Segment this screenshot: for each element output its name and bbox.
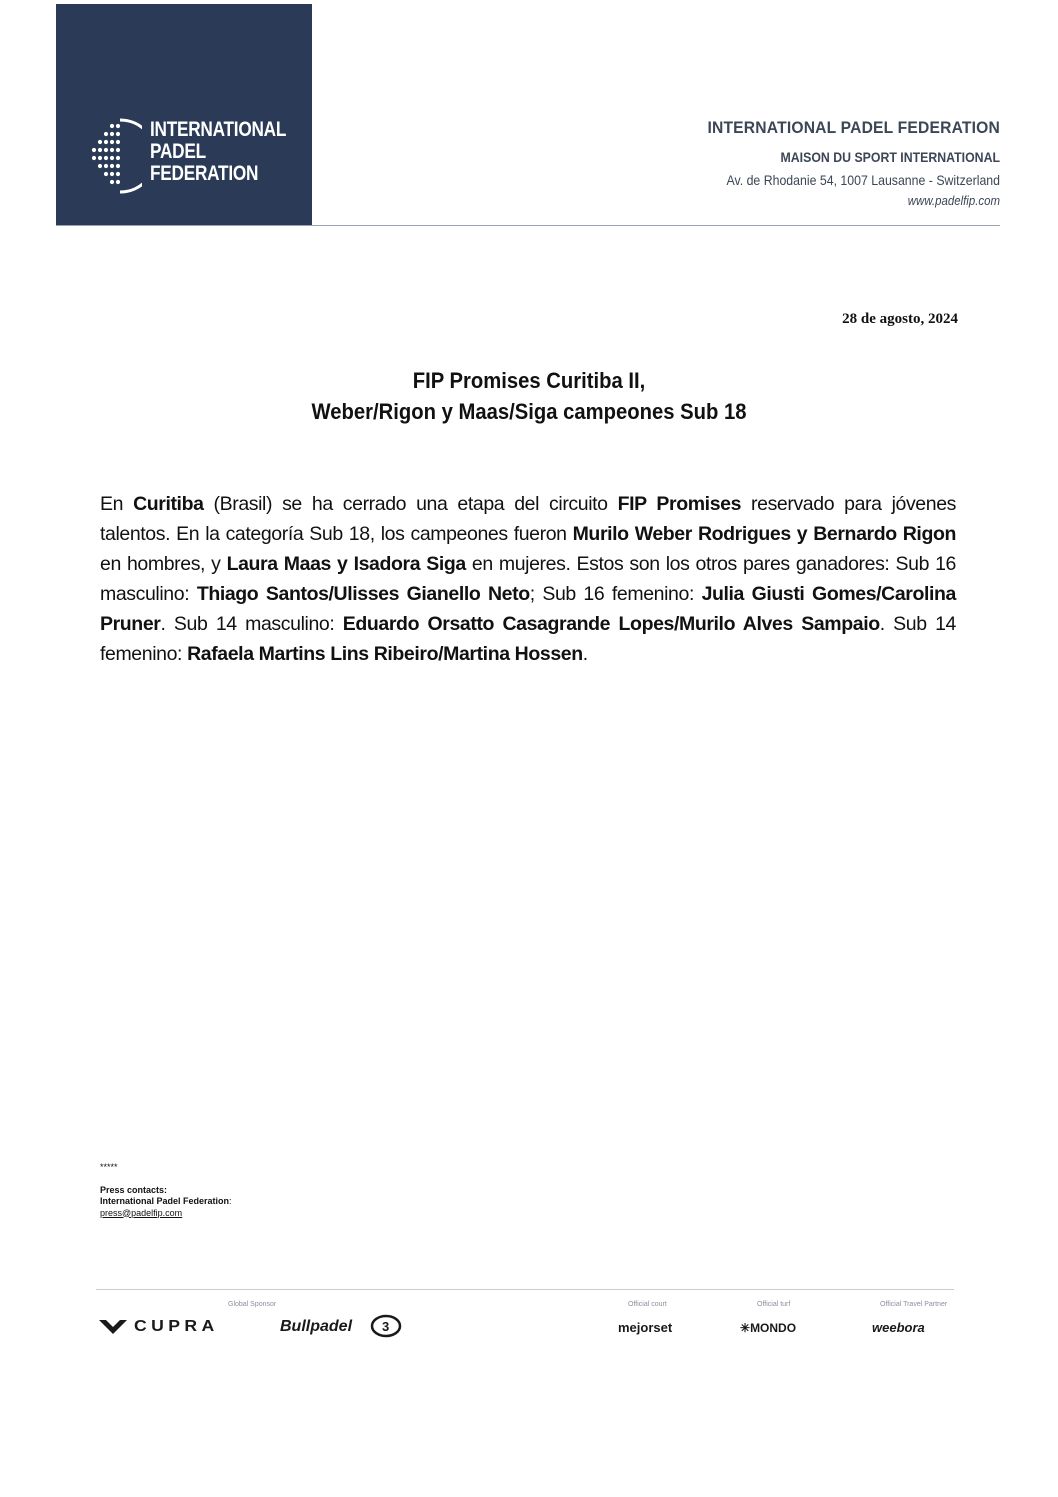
body-bold-segment: Murilo Weber Rodrigues y Bernardo Rigon	[572, 523, 956, 545]
logo-line: FEDERATION	[150, 162, 259, 185]
body-text-segment: reservado para jóvenes talentos. En la categoría Sub 18, los campeones fueron	[100, 493, 956, 545]
title-line2: Weber/Rigon y Maas/Siga campeones Sub 18	[311, 399, 747, 424]
contacts-org	[100, 1196, 232, 1208]
sponsor-mondo-label: MONDO	[750, 1321, 797, 1335]
org-website-link[interactable]: www.padelfip.com	[907, 193, 1000, 208]
org-address-line1: MAISON DU SPORT INTERNATIONAL	[780, 149, 1000, 165]
sponsor-cupra: CUPRA	[134, 1318, 219, 1335]
sponsor-mejorset: mejorset	[618, 1320, 673, 1335]
label-official-travel: Official Travel Partner	[880, 1301, 948, 1308]
body-bold-segment: Eduardo Orsatto Casagrande Lopes/Murilo Alves Sampaio	[342, 613, 880, 635]
cupra-logo-icon	[98, 1318, 128, 1336]
footer-divider	[96, 1289, 954, 1290]
sponsor-weebora: weebora	[872, 1320, 925, 1335]
title-line1: FIP Promises Curitiba II,	[412, 368, 646, 393]
body-text-segment: (Brasil) se ha cerrado una etapa del circuito	[203, 493, 618, 515]
press-email-link[interactable]: press@padelfip.com	[100, 1207, 183, 1218]
press-contacts	[100, 1162, 232, 1219]
label-global-sponsor: Global Sponsor	[228, 1301, 277, 1308]
document-title	[134, 365, 923, 427]
contacts-org-name: International Padel Federation	[100, 1196, 230, 1206]
mondo-mark-icon: ✳	[740, 1321, 751, 1335]
body-text-segment: ; Sub 16 femenino:	[529, 583, 702, 605]
logo-wordmark	[150, 119, 286, 185]
org-address-line2: Av. de Rhodanie 54, 1007 Lausanne - Switzerland	[726, 172, 1000, 188]
org-name: INTERNATIONAL PADEL FEDERATION	[707, 118, 1000, 137]
sponsor-bullpadel: Bullpadel	[280, 1318, 353, 1335]
body-text-segment: En	[100, 493, 134, 515]
body-bold-segment: Thiago Santos/Ulisses Gianello Neto	[196, 583, 530, 605]
body-text-segment: en mujeres. Estos son los otros pares ganadores: Sub 16 masculino:	[100, 553, 956, 605]
contacts-org-suffix: :	[229, 1196, 232, 1206]
label-official-court: Official court	[628, 1301, 667, 1308]
svg-text:3: 3	[382, 1319, 390, 1334]
contacts-heading: Press contacts:	[100, 1184, 168, 1195]
document-body	[100, 489, 956, 669]
logo-line: PADEL	[150, 140, 206, 163]
body-text-segment: en hombres, y	[100, 553, 227, 575]
fip-globe-logo-icon	[86, 118, 142, 194]
body-bold-segment: Julia Giusti Gomes/Carolina Pruner	[100, 583, 956, 635]
body-bold-segment: Rafaela Martins Lins Ribeiro/Martina Hossen	[187, 643, 583, 665]
label-official-turf: Official turf	[757, 1301, 791, 1308]
contacts-separator: *****	[100, 1162, 118, 1172]
document-date: 28 de agosto, 2024	[842, 311, 958, 327]
body-text-segment: .	[582, 643, 588, 665]
logo-line: INTERNATIONAL	[150, 118, 287, 141]
body-bold-segment: FIP Promises	[617, 493, 742, 515]
organization-address	[682, 118, 1000, 208]
bullpadel-emblem-icon	[370, 1314, 402, 1338]
body-text-segment: . Sub 14 femenino:	[100, 613, 956, 665]
body-text-segment: . Sub 14 masculino:	[160, 613, 343, 635]
body-bold-segment: Laura Maas y Isadora Siga	[226, 553, 466, 575]
header-divider	[56, 225, 1000, 226]
sponsor-mondo	[740, 1321, 796, 1335]
body-bold-segment: Curitiba	[133, 493, 204, 515]
